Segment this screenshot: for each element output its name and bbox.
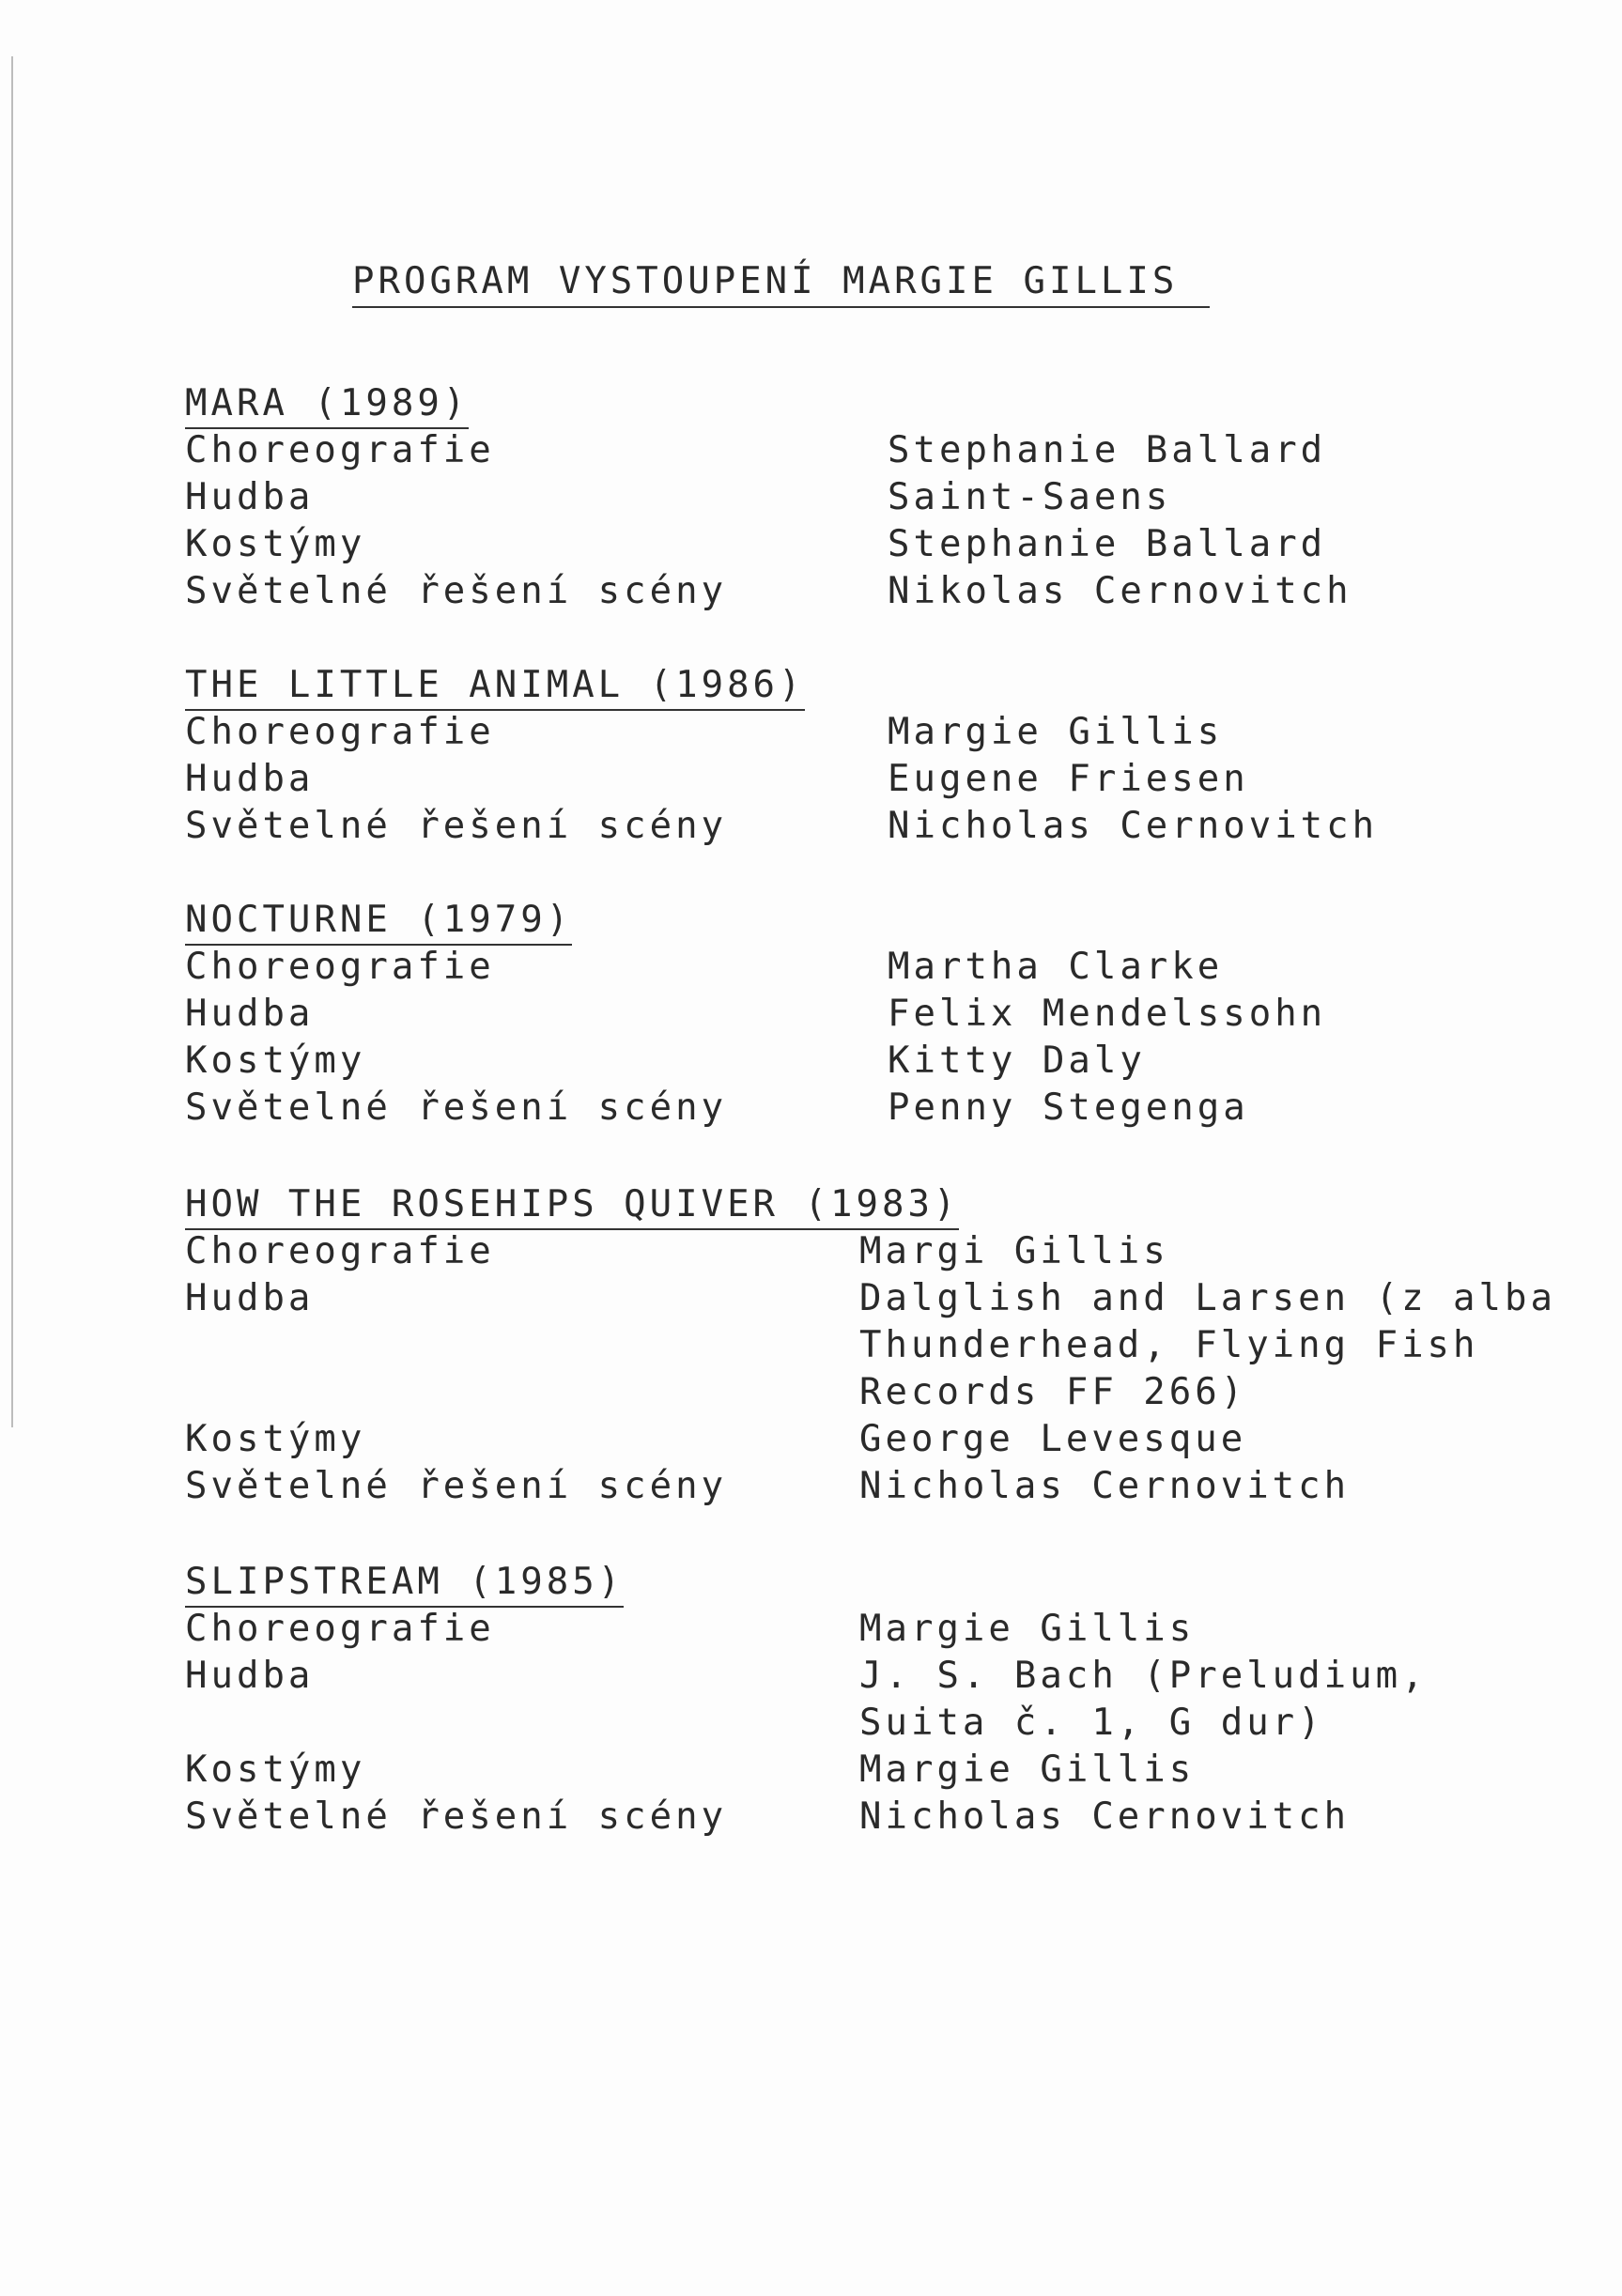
section-heading: NOCTURNE (1979) xyxy=(185,897,1613,944)
credit-person: Stephanie Ballard xyxy=(888,429,1327,471)
credit-row xyxy=(185,1747,1613,1794)
credit-role: Choreografie xyxy=(185,711,495,753)
page-title: PROGRAM VYSTOUPENÍ MARGIE GILLIS xyxy=(352,257,1210,308)
credit-row xyxy=(185,1794,1613,1841)
section-how-the-rosehips-quiver xyxy=(185,1181,1613,1510)
credit-role: Hudba xyxy=(185,476,315,518)
credit-person: Margie Gillis xyxy=(859,1749,1196,1791)
credit-row xyxy=(185,1038,1613,1085)
credit-role: Choreografie xyxy=(185,429,495,471)
section-heading: THE LITTLE ANIMAL (1986) xyxy=(185,662,1613,709)
credit-role: Kostýmy xyxy=(185,1418,366,1460)
credit-row xyxy=(185,991,1613,1038)
credit-person: Margie Gillis xyxy=(888,711,1224,753)
credit-row xyxy=(185,1228,1613,1275)
credit-person: Kitty Daly xyxy=(888,1040,1146,1082)
credit-row xyxy=(185,803,1613,850)
credit-row xyxy=(185,709,1613,756)
credit-role: Hudba xyxy=(185,1277,315,1319)
section-heading: HOW THE ROSEHIPS QUIVER (1983) xyxy=(185,1181,1613,1228)
credit-person: Eugene Friesen xyxy=(888,758,1249,800)
credit-row xyxy=(185,474,1613,521)
credit-row xyxy=(185,1275,1613,1416)
credit-row xyxy=(185,756,1613,803)
credit-row xyxy=(185,1085,1613,1132)
credit-role: Choreografie xyxy=(185,1230,495,1272)
scan-edge-line xyxy=(11,56,13,1427)
credit-row xyxy=(185,568,1613,615)
credit-role: Hudba xyxy=(185,758,315,800)
credit-person: Dalglish and Larsen (z alba Thunderhead, Flying Fish Records FF 266) xyxy=(859,1277,1556,1413)
credit-role: Světelné řešení scény xyxy=(185,1465,728,1507)
credit-row xyxy=(185,1606,1613,1653)
credit-person: Nikolas Cernovitch xyxy=(888,570,1352,612)
section-heading: MARA (1989) xyxy=(185,380,1613,427)
credit-person: Stephanie Ballard xyxy=(888,523,1327,565)
credit-row xyxy=(185,1653,1613,1747)
credit-role: Hudba xyxy=(185,993,315,1035)
section-nocturne xyxy=(185,897,1613,1132)
section-heading: SLIPSTREAM (1985) xyxy=(185,1559,1613,1606)
credit-person: Nicholas Cernovitch xyxy=(859,1795,1351,1838)
credit-person: Margi Gillis xyxy=(859,1230,1169,1272)
credit-role: Kostýmy xyxy=(185,1749,366,1791)
credit-role: Světelné řešení scény xyxy=(185,1086,728,1129)
credit-row xyxy=(185,427,1613,474)
credit-person: Martha Clarke xyxy=(888,946,1224,988)
credit-row xyxy=(185,521,1613,568)
credit-person: Penny Stegenga xyxy=(888,1086,1249,1129)
credit-role: Kostýmy xyxy=(185,1040,366,1082)
credit-person: Margie Gillis xyxy=(859,1608,1196,1650)
section-slipstream xyxy=(185,1559,1613,1841)
credit-person: Nicholas Cernovitch xyxy=(888,805,1379,847)
credit-person: J. S. Bach (Preludium, Suita č. 1, G dur) xyxy=(859,1655,1428,1744)
credit-role: Choreografie xyxy=(185,1608,495,1650)
credit-role: Světelné řešení scény xyxy=(185,805,728,847)
credit-role: Kostýmy xyxy=(185,523,366,565)
credit-row xyxy=(185,1463,1613,1510)
credit-person: George Levesque xyxy=(859,1418,1247,1460)
section-mara xyxy=(185,380,1613,615)
credit-person: Saint-Saens xyxy=(888,476,1172,518)
credit-person: Felix Mendelssohn xyxy=(888,993,1327,1035)
credit-row xyxy=(185,944,1613,991)
credit-person: Nicholas Cernovitch xyxy=(859,1465,1351,1507)
credit-role: Světelné řešení scény xyxy=(185,570,728,612)
credit-role: Hudba xyxy=(185,1655,315,1697)
credit-role: Světelné řešení scény xyxy=(185,1795,728,1838)
section-the-little-animal xyxy=(185,662,1613,850)
credit-row xyxy=(185,1416,1613,1463)
credit-role: Choreografie xyxy=(185,946,495,988)
